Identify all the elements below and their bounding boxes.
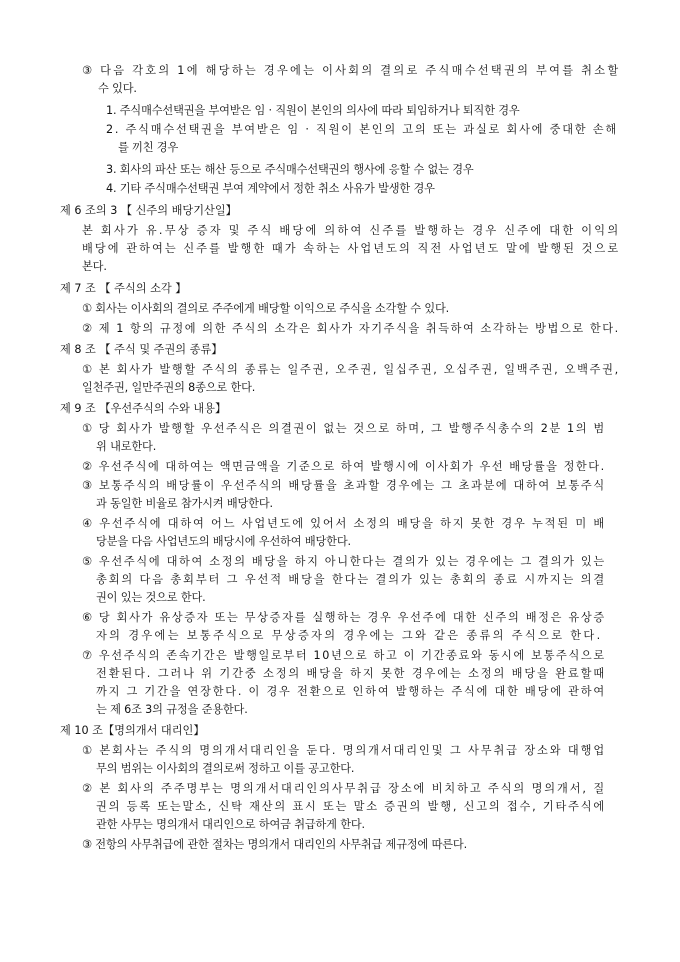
article-heading: 제 8 조 【 주식 및 주권의 종류】 bbox=[60, 343, 223, 356]
article-heading: 제 6 조의 3 【 신주의 배당기산일】 bbox=[60, 204, 237, 217]
text-line: 권의 등록 또는말소, 신탁 재산의 표시 또는 말소 증권의 발행, 신고의 접수, 기타주식에 bbox=[96, 800, 606, 813]
text-line: ① 당 회사가 발행할 우선주식은 의결권이 없는 것으로 하며, 그 발행주식총수의 2분 1의 범 bbox=[82, 422, 606, 435]
text-line: 무의 범위는 이사회의 결의로써 정하고 이를 공고한다. bbox=[96, 762, 355, 775]
text-line: 위 내로한다. bbox=[96, 440, 157, 453]
text-line: ① 본회사는 주식의 명의개서대리인을 둔다. 명의개서대리인및 그 사무취급 장소와 대행업 bbox=[82, 744, 607, 757]
text-line: 2. 주식매수선택권을 부여받은 임 · 직원이 본인의 고의 또는 과실로 회사에 중대한 손해 bbox=[106, 123, 618, 136]
text-line: 까지 그 기간을 연장한다. 이 경우 전환으로 인하여 발행하는 주식에 대한 배당에 관하여 bbox=[96, 685, 606, 698]
text-line: 는 제 6조 3의 규정을 준용한다. bbox=[96, 703, 248, 716]
text-line: ② 제 1 항의 규정에 의한 주식의 소각은 회사가 자기주식을 취득하여 소각하는 방법으로 한다. bbox=[82, 322, 620, 335]
text-line: 본 회사가 유.무상 증자 및 주식 배당에 의하여 신주를 발행하는 경우 신주에 대한 이익의 bbox=[82, 224, 621, 237]
text-line: ⑤ 우선주식에 대하여 소정의 배당을 하지 아니한다는 결의가 있는 경우에는 그 결의가 있는 bbox=[82, 555, 606, 568]
text-line: ④ 우선주식에 대하여 어느 사업년도에 있어서 소정의 배당을 하지 못한 경우 누적된 미 배 bbox=[82, 517, 606, 530]
article-heading: 제 9 조 【우선주식의 수와 내용】 bbox=[60, 402, 227, 415]
text-line: 수 있다. bbox=[98, 82, 137, 95]
text-line: 전환된다. 그러나 위 기간중 소정의 배당을 하지 못한 경우에는 소정의 배당을 완료할때 bbox=[96, 667, 607, 680]
text-line: 배당에 관하여는 신주를 발행한 때가 속하는 사업년도의 직전 사업년도 말에 발행된 것으로 bbox=[82, 242, 621, 255]
text-line: 권이 있는 것으로 한다. bbox=[96, 591, 206, 604]
text-line: 본다. bbox=[82, 260, 107, 273]
text-line: ② 본 회사의 주주명부는 명의개서대리인의사무취급 장소에 비치하고 주식의 명의개서, 질 bbox=[82, 782, 607, 795]
text-line: 일천주권, 일만주권의 8종으로 한다. bbox=[82, 381, 256, 394]
article-heading: 제 10 조【명의개서 대리인】 bbox=[60, 724, 205, 737]
text-line: 총회의 다음 총회부터 그 우선적 배당을 한다는 결의가 있는 총회의 종료 시까지는 의결 bbox=[96, 573, 607, 586]
text-line: ③ 보통주식의 배당률이 우선주식의 배당률을 초과할 경우에는 그 초과분에 대하여 보통주식 bbox=[82, 479, 606, 492]
text-line: 당분을 다음 사업년도의 배당시에 우선하여 배당한다. bbox=[96, 535, 351, 548]
text-line: ② 우선주식에 대하여는 액면금액을 기준으로 하여 발행시에 이사회가 우선 배당률을 정한다. bbox=[82, 460, 606, 473]
text-line: 관한 사무는 명의개서 대리인으로 하여금 취급하게 한다. bbox=[96, 818, 365, 831]
text-line: 1. 주식매수선택권을 부여받은 임 · 직원이 본인의 의사에 따라 퇴임하거나 퇴직한 경우 bbox=[106, 104, 520, 117]
text-line: 를 끼친 경우 bbox=[118, 141, 179, 154]
article-heading: 제 7 조 【 주식의 소각 】 bbox=[60, 282, 187, 295]
text-line: ⑥ 당 회사가 유상증자 또는 무상증자를 실행하는 경우 우선주에 대한 신주의 배정은 유상증 bbox=[82, 611, 606, 624]
text-line: ⑦ 우선주식의 존속기간은 발행일로부터 10년으로 하고 이 기간종료와 동시에 보통주식으로 bbox=[82, 649, 606, 662]
text-line: 3. 회사의 파산 또는 해산 등으로 주식매수선택권의 행사에 응할 수 없는 경우 bbox=[106, 163, 474, 176]
text-line: 자의 경우에는 보통주식으로 무상증자의 경우에는 그와 같은 종류의 주식으로 한다. bbox=[96, 629, 603, 642]
text-line: 4. 기타 주식매수선택권 부여 계약에서 정한 취소 사유가 발생한 경우 bbox=[106, 182, 435, 195]
text-line: 과 동일한 비율로 참가시켜 배당한다. bbox=[96, 497, 273, 510]
text-line: ① 회사는 이사회의 결의로 주주에게 배당할 이익으로 주식을 소각할 수 있다. bbox=[82, 302, 450, 315]
text-line: ③ 다음 각호의 1에 해당하는 경우에는 이사회의 결의로 주식매수선택권의 부여를 취소할 bbox=[82, 64, 621, 77]
text-line: ① 본 회사가 발행할 주식의 종류는 일주권, 오주권, 일십주권, 오십주권, 일백주권, 오백주권, bbox=[82, 363, 620, 376]
text-line: ③ 전항의 사무취급에 관한 절차는 명의개서 대리인의 사무취급 제규정에 따른다. bbox=[82, 838, 467, 851]
